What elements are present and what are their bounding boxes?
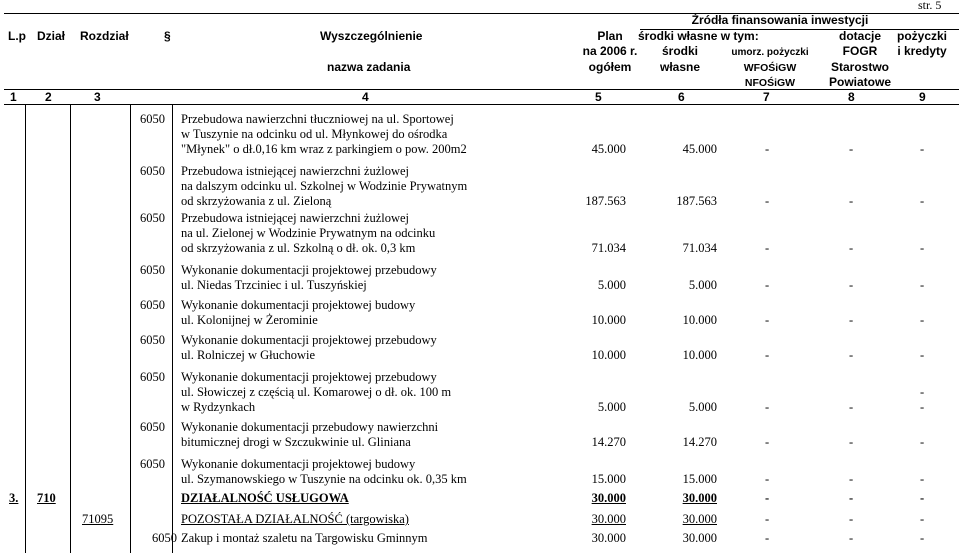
section-col8-value: - <box>849 491 854 505</box>
row-task-line: Wykonanie dokumentacji projektowej przebudowy <box>181 333 437 347</box>
column-number: 3 <box>94 90 101 104</box>
header-plan-year: na 2006 r. <box>582 44 638 58</box>
row-paragraph: 6050 <box>140 211 165 225</box>
row-paragraph: 6050 <box>140 164 165 178</box>
header-dotacje: dotacje <box>838 29 881 43</box>
row-paragraph: 6050 <box>140 298 165 312</box>
row-own-funds-value: 30.000 <box>682 531 717 545</box>
header-wlasne: własne <box>659 60 701 74</box>
header-nazwa-zadania: nazwa zadania <box>327 60 411 74</box>
row-task-line: ul. Słowiczej z częścią ul. Komarowej o dł. ok. 100 m <box>181 385 452 399</box>
header-zrodla-finansowania: Źródła finansowania inwestycji <box>691 13 869 27</box>
row-col8-value: - <box>849 531 854 545</box>
row-plan-value: 5.000 <box>597 400 626 414</box>
header-umorz-pozyczki: umorz. pożyczki <box>731 47 809 58</box>
row-task-line: Wykonanie dokumentacji projektowej przebudowy <box>181 263 437 277</box>
row-col7-value: - <box>765 435 770 449</box>
row-own-funds-value: 10.000 <box>682 348 717 362</box>
row-col8-value: - <box>849 278 854 292</box>
row-col7-value: - <box>765 241 770 255</box>
row-col9-value: - <box>920 313 925 327</box>
header-lp: L.p <box>8 29 26 43</box>
subsection-col9-value: - <box>920 512 925 526</box>
row-plan-value: 71.034 <box>591 241 626 255</box>
column-rule <box>130 104 131 553</box>
column-rule <box>25 104 26 553</box>
row-col8-value: - <box>849 241 854 255</box>
row-col9-value: - <box>920 241 925 255</box>
column-number: 4 <box>362 90 369 104</box>
row-plan-value: 5.000 <box>597 278 626 292</box>
row-col7-value: - <box>765 278 770 292</box>
row-task-line: w Tuszynie na odcinku od ul. Młynkowej do ośrodka <box>181 127 448 141</box>
row-own-funds-value: 14.270 <box>682 435 717 449</box>
row-col9-extra-value: - <box>920 385 925 399</box>
row-col9-value: - <box>920 278 925 292</box>
row-col9-value: - <box>920 142 925 156</box>
section-lp: 3. <box>9 491 19 505</box>
row-col9-value: - <box>920 435 925 449</box>
row-task-line: od skrzyżowania z ul. Zieloną <box>181 194 332 208</box>
row-task-line: Wykonanie dokumentacji projektowej przebudowy <box>181 370 437 384</box>
column-number: 2 <box>45 90 52 104</box>
row-col9-value: - <box>920 472 925 486</box>
row-col8-value: - <box>849 348 854 362</box>
row-col8-value: - <box>849 194 854 208</box>
page-number: str. 5 <box>918 0 942 12</box>
row-own-funds-value: 71.034 <box>682 241 717 255</box>
row-col8-value: - <box>849 142 854 156</box>
row-plan-value: 10.000 <box>591 313 626 327</box>
row-paragraph: 6050 <box>152 531 177 545</box>
column-number: 6 <box>678 90 685 104</box>
subsection-name: POZOSTAŁA DZIAŁALNOŚĆ (targowiska) <box>181 512 409 526</box>
row-task-line: Przebudowa istniejącej nawierzchni żużlowej <box>181 211 410 225</box>
header-fogr: FOGR <box>842 44 878 58</box>
row-plan-value: 187.563 <box>585 194 626 208</box>
header-srodki-wlasne-w-tym: środki własne w tym: <box>638 29 759 43</box>
row-plan-value: 14.270 <box>591 435 626 449</box>
row-col8-value: - <box>849 313 854 327</box>
row-task-line: Wykonanie dokumentacji projektowej budowy <box>181 457 416 471</box>
subsection-col7-value: - <box>765 512 770 526</box>
row-col7-value: - <box>765 348 770 362</box>
row-own-funds-value: 5.000 <box>688 400 717 414</box>
row-task-line: od skrzyżowania z ul. Szkolną o dł. ok. 0,3 km <box>181 241 416 255</box>
subsection-own-funds-value: 30.000 <box>682 512 717 526</box>
row-paragraph: 6050 <box>140 112 165 126</box>
row-task-line: "Młynek" o dł.0,16 km wraz z parkingiem o pow. 200m2 <box>181 142 467 156</box>
row-paragraph: 6050 <box>140 370 165 384</box>
row-col9-value: - <box>920 194 925 208</box>
column-rule <box>172 104 173 553</box>
row-own-funds-value: 5.000 <box>688 278 717 292</box>
header-srodki: środki <box>661 44 698 58</box>
section-col9-value: - <box>920 491 925 505</box>
row-task-line: w Rydzynkach <box>181 400 256 414</box>
row-col7-value: - <box>765 472 770 486</box>
row-plan-value: 30.000 <box>591 531 626 545</box>
row-col7-value: - <box>765 194 770 208</box>
column-rule <box>70 104 71 553</box>
header-plan-total: ogółem <box>588 60 632 74</box>
row-col8-value: - <box>849 472 854 486</box>
row-paragraph: 6050 <box>140 420 165 434</box>
row-col7-value: - <box>765 531 770 545</box>
header-starostwo: Starostwo <box>830 60 889 74</box>
row-own-funds-value: 15.000 <box>682 472 717 486</box>
column-number: 5 <box>595 90 602 104</box>
subsection-col8-value: - <box>849 512 854 526</box>
section-plan-value: 30.000 <box>591 491 626 505</box>
header-rozdzial: Rozdział <box>80 29 129 43</box>
section-name: DZIAŁALNOŚĆ USŁUGOWA <box>181 491 349 505</box>
section-dzial: 710 <box>37 491 56 505</box>
header-paragraph: § <box>164 29 171 43</box>
row-col8-value: - <box>849 435 854 449</box>
column-number: 1 <box>10 90 17 104</box>
header-dzial: Dział <box>37 29 66 43</box>
row-task-line: ul. Kolonijnej w Żerominie <box>181 313 318 327</box>
row-task-line: ul. Niedas Trzciniec i ul. Tuszyńskiej <box>181 278 367 292</box>
row-task-line: Zakup i montaż szaletu na Targowisku Gminnym <box>181 531 428 545</box>
header-pozyczki: pożyczki <box>896 29 947 43</box>
column-number: 8 <box>848 90 855 104</box>
subsection-plan-value: 30.000 <box>591 512 626 526</box>
row-paragraph: 6050 <box>140 333 165 347</box>
row-task-line: Przebudowa nawierzchni tłuczniowej na ul. Sportowej <box>181 112 454 126</box>
row-col8-value: - <box>849 400 854 414</box>
row-task-line: ul. Rolniczej w Głuchowie <box>181 348 315 362</box>
row-col9-value: - <box>920 531 925 545</box>
header-wfosigw: WFOŚiGW <box>743 62 797 74</box>
row-col7-value: - <box>765 142 770 156</box>
subsection-rozdzial: 71095 <box>82 512 114 526</box>
row-plan-value: 10.000 <box>591 348 626 362</box>
header-nfosigw: NFOŚiGW <box>744 77 796 89</box>
header-wyszczegolnienie: Wyszczególnienie <box>320 29 423 43</box>
row-col9-value: - <box>920 400 925 414</box>
row-own-funds-value: 45.000 <box>682 142 717 156</box>
column-numbers-rule <box>4 104 959 105</box>
row-task-line: Wykonanie dokumentacji projektowej budowy <box>181 298 416 312</box>
row-task-line: ul. Szymanowskiego w Tuszynie na odcinku ok. 0,35 km <box>181 472 467 486</box>
header-i-kredyty: i kredyty <box>897 44 947 58</box>
row-paragraph: 6050 <box>140 263 165 277</box>
row-task-line: Wykonanie dokumentacji przebudowy nawierzchni <box>181 420 439 434</box>
row-own-funds-value: 10.000 <box>682 313 717 327</box>
row-own-funds-value: 187.563 <box>676 194 717 208</box>
row-col7-value: - <box>765 400 770 414</box>
row-col9-value: - <box>920 348 925 362</box>
row-plan-value: 45.000 <box>591 142 626 156</box>
row-plan-value: 15.000 <box>591 472 626 486</box>
row-task-line: Przebudowa istniejącej nawierzchni żużlowej <box>181 164 410 178</box>
header-powiatowe: Powiatowe <box>828 75 891 89</box>
row-col7-value: - <box>765 313 770 327</box>
column-number: 9 <box>919 90 926 104</box>
section-col7-value: - <box>765 491 770 505</box>
row-task-line: bitumicznej drogi w Szczukwinie ul. Gliniana <box>181 435 411 449</box>
row-task-line: na dalszym odcinku ul. Szkolnej w Wodzinie Prywatnym <box>181 179 468 193</box>
row-paragraph: 6050 <box>140 457 165 471</box>
column-number: 7 <box>763 90 770 104</box>
section-own-funds-value: 30.000 <box>682 491 717 505</box>
header-plan: Plan <box>597 29 623 43</box>
row-task-line: na ul. Zielonej w Wodzinie Prywatnym na odcinku <box>181 226 436 240</box>
